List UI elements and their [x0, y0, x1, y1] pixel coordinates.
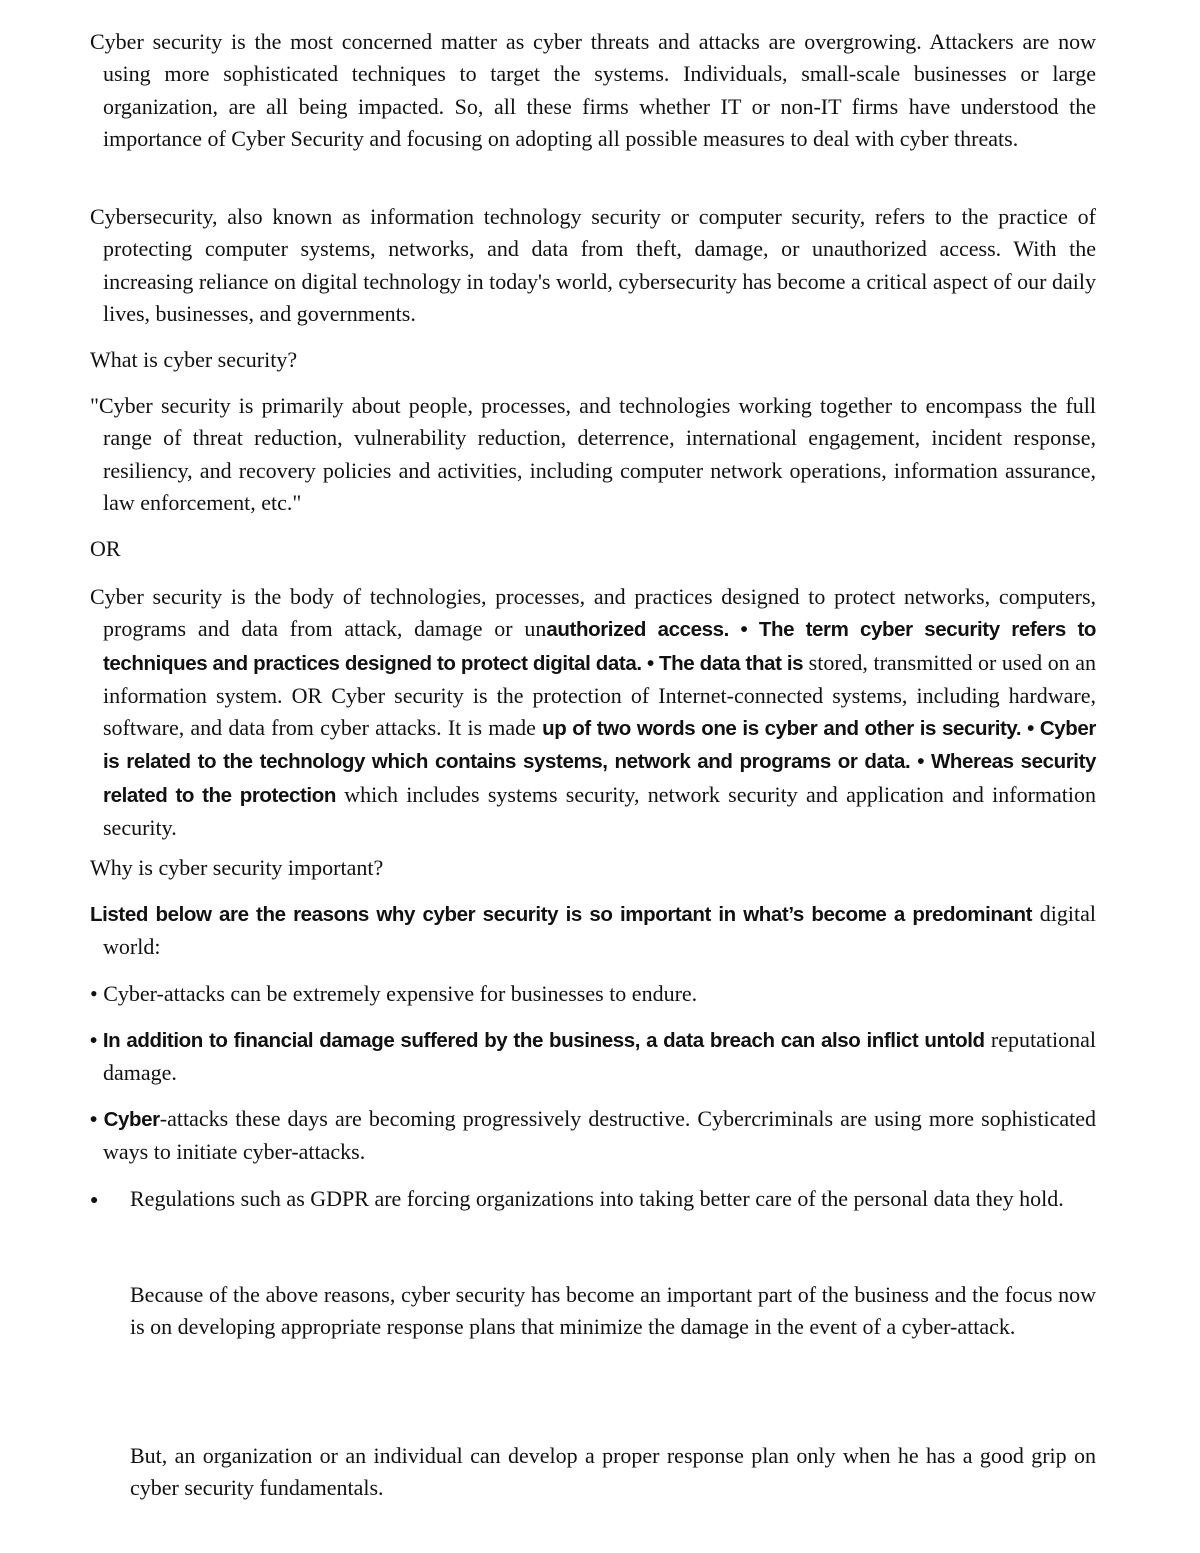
paragraph-or: OR: [90, 536, 121, 561]
paragraph-body-of-technologies: [90, 581, 1096, 844]
bullet-financial-rest: reputational damage.: [103, 1027, 1096, 1086]
bullet-expensive: • Cyber-attacks can be extremely expensive for businesses to endure.: [90, 981, 698, 1006]
p4-part3: stored, transmitted or used on an information system. OR Cyber security is the protection of Internet-connected systems, including hardware, software, and data from cyber attacks. It is made: [103, 649, 1096, 741]
gdpr-text: Regulations such as GDPR are forcing organizations into taking better care of the personal data they hold.: [130, 1186, 1064, 1211]
p5-rest: digital world:: [103, 901, 1096, 960]
bullet-destructive-rest: -attacks these days are becoming progressively destructive. Cybercriminals are using more sophisticated ways to initiate cyber-attacks.: [103, 1106, 1096, 1165]
paragraph-intro: Cyber security is the most concerned matter as cyber threats and attacks are overgrowing. Attackers are now using more sophisticated techniques to target the systems. Individuals, small-scale businesses or large organization, are all being impacted. So, all these firms whether IT or non-IT firms have understood the importance of Cyber Security and focusing on adopting all possible measures to deal with cyber threats.: [90, 29, 1096, 151]
p5-bold: Listed below are the reasons why cyber security is so important in what’s become a predominant: [90, 903, 1033, 926]
bullet-financial-damage: [90, 1024, 1096, 1090]
paragraph-quote: "Cyber security is primarily about people, processes, and technologies working together to encompass the full range of threat reduction, vulnerability reduction, deterrence, international engagement, incident response, resiliency, and recovery policies and activities, including computer network operations, information assurance, law enforcement, etc.": [90, 393, 1096, 515]
bullet-dot-icon: ●: [90, 1193, 99, 1208]
paragraph-listed-below: [90, 898, 1096, 964]
p4-part5: which includes systems security, network security and application and information security.: [103, 781, 1096, 841]
bullet-destructive-bold: • Cyber: [90, 1108, 160, 1131]
p4-part2-bold: authorized access. • The term cyber security refers to techniques and practices designed to protect digital data. • The data that is: [103, 618, 1096, 675]
heading-what-is-cyber-security: What is cyber security?: [90, 347, 298, 372]
bullet-financial-bold: • In addition to financial damage suffered by the business, a data breach can also inflict untold: [90, 1029, 985, 1052]
paragraph-but: But, an organization or an individual can develop a proper response plan only when he has a good grip on cyber security fundamentals.: [130, 1443, 1096, 1501]
heading-why-important: Why is cyber security important?: [90, 855, 384, 880]
bullet-destructive: [90, 1103, 1096, 1169]
p4-part4-bold: up of two words one is cyber and other is security. • Cyber is related to the technology which contains systems, network and programs or data. • Whereas security related to the protection: [103, 717, 1096, 807]
paragraph-because: Because of the above reasons, cyber security has become an important part of the business and the focus now is on developing appropriate response plans that minimize the damage in the event of a cyber-attack.: [130, 1282, 1096, 1340]
paragraph-definition: Cybersecurity, also known as information technology security or computer security, refers to the practice of protecting computer systems, networks, and data from theft, damage, or unauthorized access. With the increasing reliance on digital technology in today's world, cybersecurity has become a critical aspect of our daily lives, businesses, and governments.: [90, 204, 1096, 326]
p4-part1: Cyber security is the body of technologies, processes, and practices designed to protect networks, computers, programs and data from attack, damage or un: [90, 584, 1096, 642]
